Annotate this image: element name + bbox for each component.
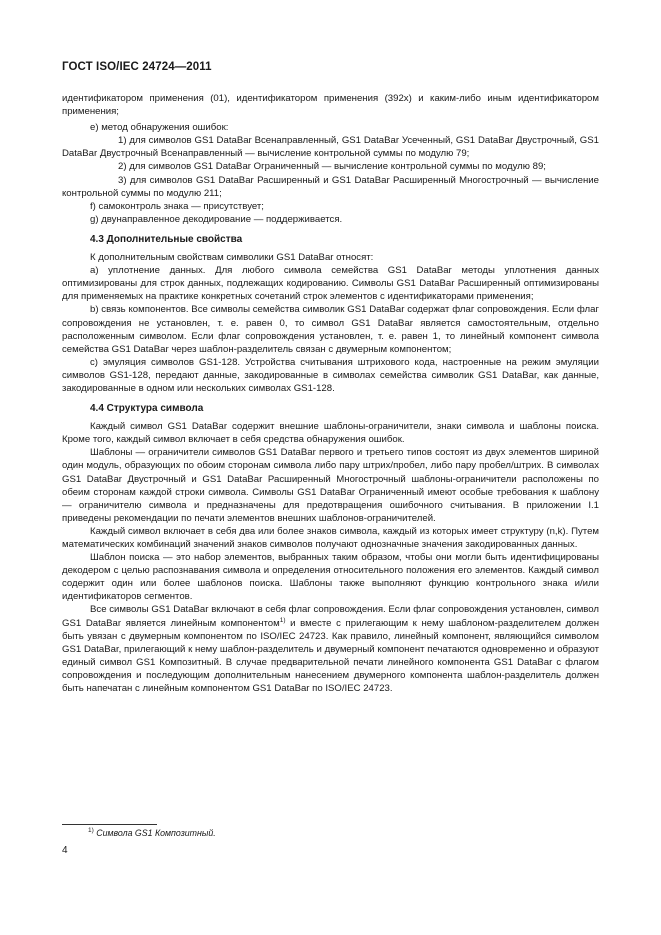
- paragraph: Шаблоны — ограничители символов GS1 DataBar первого и третьего типов состоят из двух элементов шириной один модуль, образующих по обоим сторонам символа либо пару штрих/пробел, либо пару пробел/штрих. В символах GS1 DataBar Двустрочный и GS1 DataBar Расширенный Многострочный шаблоны-ограничители расположены по обеим сторонам каждой строки символа. Символы GS1 DataBar Ограниченный имеют особые требования к шаблону — ограничителю символа и предназначены для предотвращения ошибочного считывания. В приложении I.1 приведены рекомендации по печати элементов внешних шаблонов-ограничителей.: [62, 447, 599, 524]
- footnote-reference: 1): [279, 616, 286, 624]
- list-item-f: f) самоконтроль знака — присутствует;: [90, 200, 264, 212]
- paragraph: К дополнительным свойствам символики GS1 DataBar относят:: [90, 252, 374, 264]
- footnote: [88, 828, 216, 838]
- section-heading-4-3: 4.3 Дополнительные свойства: [90, 233, 243, 245]
- paragraph: Шаблон поиска — это набор элементов, выбранных таким образом, чтобы они могли быть идентифицированы декодером с целью распознавания символа и определения относительного положения его элементов. Каждый символ содержит один или более шаблонов поиска. Шаблоны также выполняют функцию контрольного знака и/или идентификаторов сегментов.: [62, 552, 599, 603]
- list-subitem-3: 3) для символов GS1 DataBar Расширенный и GS1 DataBar Расширенный Многострочный — вычисление контрольной суммы по модулю 211;: [62, 174, 599, 199]
- document-header: ГОСТ ISO/IEC 24724—2011: [62, 61, 212, 73]
- footnote-divider: [62, 824, 157, 825]
- list-item-b: b) связь компонентов. Все символы семейства символик GS1 DataBar содержат флаг сопровождения. Если флаг сопровождения не установлен, т. е. равен 0, то символ GS1 DataBar является самостоятельным, отдельно расположенным символом. Если флаг сопровождения установлен, т. е. равен 1, то линейный компонент символа семейства GS1 DataBar через шаблон-разделитель связан с двумерным компонентом;: [62, 304, 599, 355]
- list-item-g: g) двунаправленное декодирование — поддерживается.: [90, 213, 343, 225]
- document-body: [62, 92, 599, 695]
- section-heading-4-4: 4.4 Структура символа: [90, 403, 204, 415]
- footnote-text: Символа GS1 Композитный.: [96, 828, 216, 838]
- list-subitem-1: 1) для символов GS1 DataBar Всенаправленный, GS1 DataBar Усеченный, GS1 DataBar Двустрочный, GS1 DataBar Двустрочный Всенаправленный — вычисление контрольной суммы по модулю 79;: [62, 135, 599, 160]
- paragraph-text: и вместе с прилегающим к нему шаблоном-разделителем должен быть увязан с двумерным компонентом по ISO/IEC 24723. Как правило, линейный компонент, являющийся символом GS1 DataBar, прилегающий к нему шаблон-разделитель и двумерный компонент печатаются одновременно и образуют единый символ GS1 Композитный. В случае предварительной печати линейного компонента GS1 DataBar с флагом сопровождения и последующим дополнительным нанесением двумерного компонента шаблон-разделитель должен быть напечатан с линейным компонентом GS1 DataBar по ISO/IEC 24723.: [62, 617, 599, 695]
- page-number: 4: [62, 845, 68, 856]
- footnote-mark: 1): [88, 827, 94, 834]
- list-item-e: e) метод обнаружения ошибок:: [90, 122, 229, 134]
- paragraph: Каждый символ GS1 DataBar содержит внешние шаблоны-ограничители, знаки символа и шаблоны поиска. Кроме того, каждый символ включает в себя средства обнаружения ошибок.: [62, 421, 599, 446]
- paragraph: Каждый символ включает в себя два или более знаков символа, каждый из которых имеет структуру (n,k). Путем математических комбинаций значений знаков символов получают однозначные значения закодированных данных.: [62, 525, 599, 550]
- list-item-a: a) уплотнение данных. Для любого символа семейства GS1 DataBar методы уплотнения данных оптимизированы для строк данных, подлежащих кодированию. Символы GS1 DataBar Расширенный оптимизированы для применяемых на практике конкретных сочетаний строк элементов с идентификаторами применения;: [62, 265, 599, 303]
- paragraph: [62, 603, 599, 695]
- list-item-c: c) эмуляция символов GS1-128. Устройства считывания штрихового кода, настроенные на режим эмуляции символов GS1-128, передают данные, закодированные в символах семейства символик GS1 DataBar, как данные, закодированные в одном или нескольких символах GS1-128.: [62, 356, 599, 394]
- list-subitem-2: 2) для символов GS1 DataBar Ограниченный — вычисление контрольной суммы по модулю 89;: [118, 161, 546, 173]
- paragraph-text: Все символы GS1 DataBar включают в себя флаг сопровождения. Если флаг сопровождения установлен, символ GS1 DataBar является линейным компонентом: [62, 604, 599, 629]
- paragraph: идентификатором применения (01), идентификатором применения (392х) и каким-либо иным идентификатором применения;: [62, 93, 599, 118]
